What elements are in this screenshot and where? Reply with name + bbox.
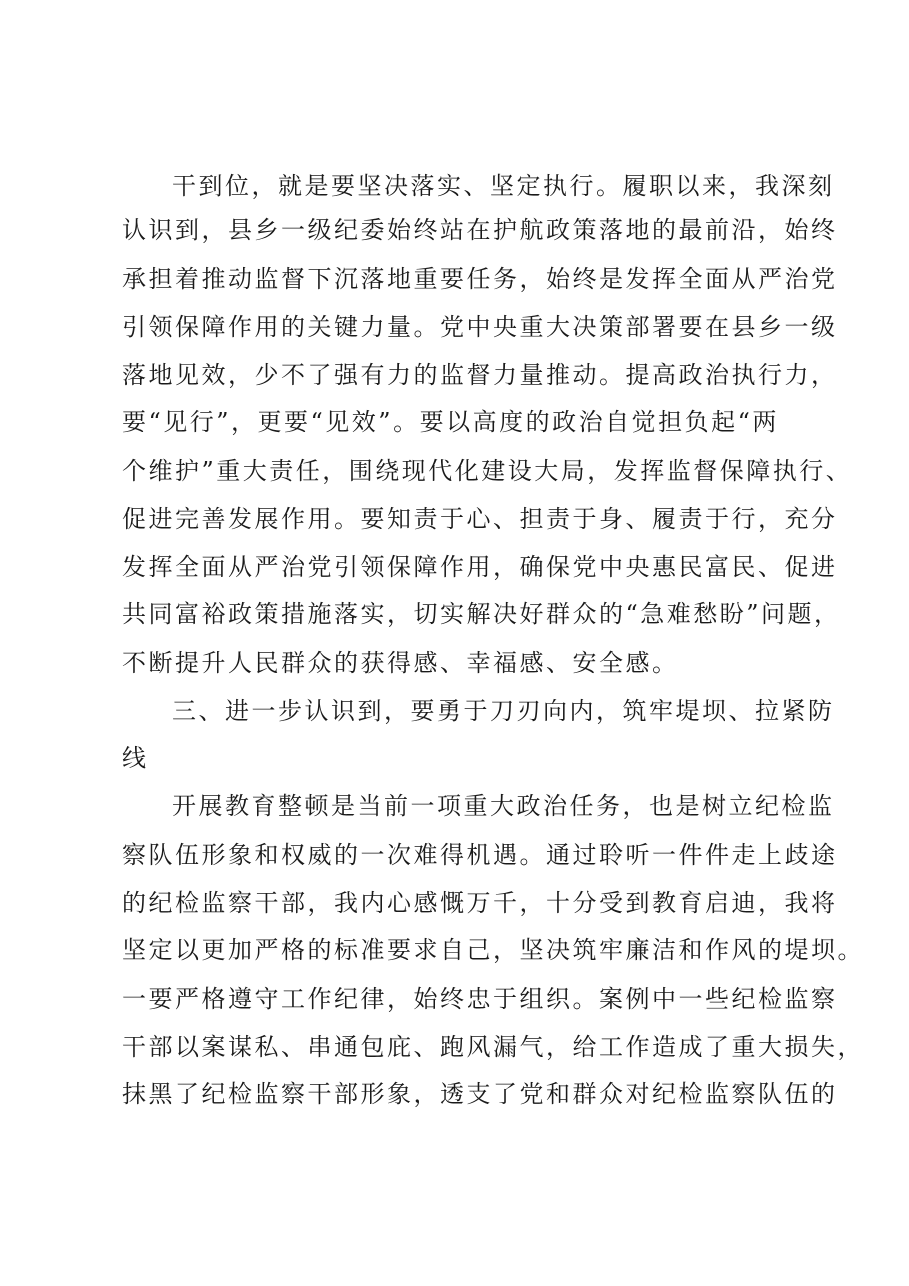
paragraph-line: 的纪检监察干部，我内心感慨万千，十分受到教育启迪，我将 [122, 889, 838, 917]
paragraph-line: 抹黑了纪检监察干部形象，透支了党和群众对纪检监察队伍的 [122, 1080, 838, 1108]
paragraph-line: 认识到，县乡一级纪委始终站在护航政策落地的最前沿，始终 [122, 216, 838, 244]
paragraph-line: 承担着推动监督下沉落地重要任务，始终是发挥全面从严治党 [122, 265, 838, 293]
paragraph-line: 促进完善发展作用。要知责于心、担责于身、履责于行，充分 [122, 505, 838, 533]
paragraph-line: 一要严格遵守工作纪律，始终忠于组织。案例中一些纪检监察 [122, 985, 838, 1013]
paragraph-line: 要“见行”，更要“见效”。要以高度的政治自觉担负起“两 [122, 408, 779, 436]
paragraph-line: 察队伍形象和权威的一次难得机遇。通过聆听一件件走上歧途 [122, 841, 838, 869]
paragraph-line: 发挥全面从严治党引领保障作用，确保党中央惠民富民、促进 [122, 553, 838, 581]
paragraph-line: 坚定以更加严格的标准要求自己，坚决筑牢廉洁和作风的堤坝。 [122, 936, 864, 964]
paragraph-line: 个维护”重大责任，围绕现代化建设大局，发挥监督保障执行、 [122, 457, 853, 485]
paragraph-line: 不断提升人民群众的获得感、幸福感、安全感。 [122, 649, 679, 677]
paragraph-line: 引领保障作用的关键力量。党中央重大决策部署要在县乡一级 [122, 313, 838, 341]
paragraph-line: 干到位，就是要坚决落实、坚定执行。履职以来，我深刻 [172, 172, 835, 200]
paragraph-line: 共同富裕政策措施落实，切实解决好群众的“急难愁盼”问题， [122, 600, 841, 628]
section-heading-continuation: 线 [122, 744, 149, 772]
paragraph-line: 干部以案谋私、串通包庇、跑风漏气，给工作造成了重大损失， [122, 1033, 864, 1061]
section-heading: 三、进一步认识到，要勇于刀刃向内，筑牢堤坝、拉紧防 [172, 697, 835, 725]
paragraph-line: 落地见效，少不了强有力的监督力量推动。提高政治执行力， [122, 361, 838, 389]
paragraph-line: 开展教育整顿是当前一项重大政治任务，也是树立纪检监 [172, 792, 835, 820]
